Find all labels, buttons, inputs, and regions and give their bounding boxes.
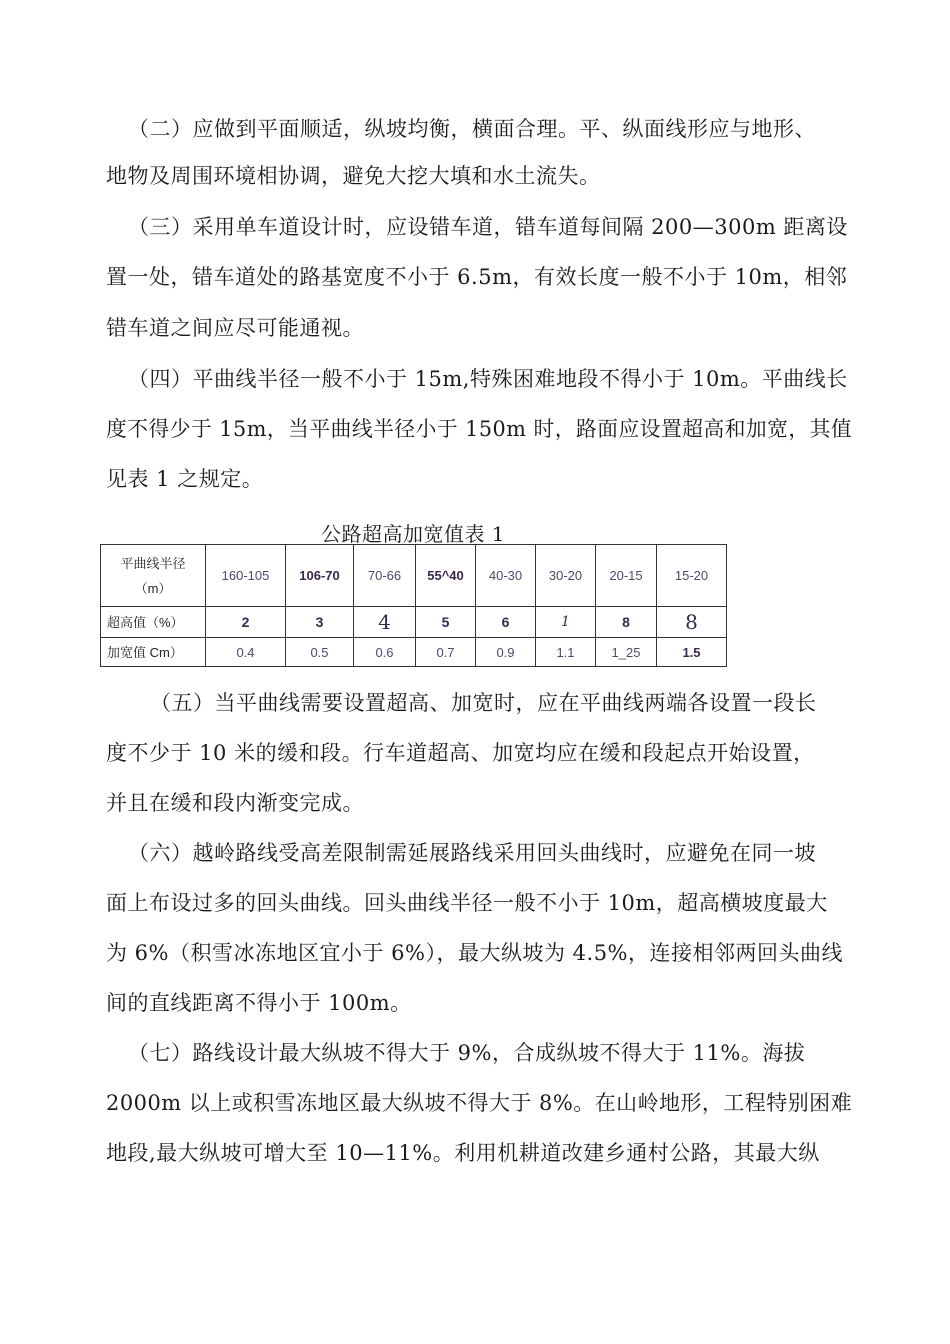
para-6-line-2: 面上布设过多的回头曲线。回头曲线半径一般不小于 10m，超高横坡度最大 (106, 891, 828, 915)
para-3-line-3: 错车道之间应尽可能通视。 (106, 316, 364, 340)
widening-cell: 0.5 (286, 638, 354, 667)
superelevation-cell: 3 (286, 607, 354, 638)
radius-cell: 40-30 (476, 545, 536, 607)
superelevation-header-cell: 超高值（%） (101, 607, 206, 638)
widening-cell: 0.4 (206, 638, 286, 667)
para-3-line-2: 置一处，错车道处的路基宽度不小于 6.5m，有效长度一般不小于 10m，相邻 (106, 265, 848, 289)
radius-header-cell (101, 545, 206, 607)
widening-cell: 1.5 (657, 638, 727, 667)
para-7-line-1: （七）路线设计最大纵坡不得大于 9%，合成纵坡不得大于 11%。海拔 (128, 1041, 806, 1065)
superelevation-cell: 4 (354, 607, 416, 638)
widening-cell: 0.9 (476, 638, 536, 667)
superelevation-cell: 5 (416, 607, 476, 638)
para-4-line-2: 度不得少于 15m，当平曲线半径小于 150m 时，路面应设置超高和加宽，其值 (106, 417, 853, 441)
table-row-widening (101, 638, 727, 667)
superelevation-cell: 8 (657, 607, 727, 638)
superelevation-cell: 1 (536, 607, 596, 638)
para-3-line-1: （三）采用单车道设计时，应设错车道，错车道每间隔 200—300m 距离设 (128, 215, 848, 239)
radius-cell: 55^40 (416, 545, 476, 607)
para-4-line-3: 见表 1 之规定。 (106, 467, 264, 491)
widening-header-cell: 加宽值 Cm） (101, 638, 206, 667)
radius-cell: 70-66 (354, 545, 416, 607)
widening-cell: 0.6 (354, 638, 416, 667)
radius-cell: 106-70 (286, 545, 354, 607)
para-6-line-1: （六）越岭路线受高差限制需延展路线采用回头曲线时，应避免在同一坡 (128, 841, 816, 865)
para-2-line-1: （二）应做到平面顺适，纵坡均衡，横面合理。平、纵面线形应与地形、 (128, 117, 816, 141)
widening-cell: 0.7 (416, 638, 476, 667)
superelevation-cell: 6 (476, 607, 536, 638)
para-6-line-4: 间的直线距离不得小于 100m。 (106, 991, 412, 1015)
para-6-line-3: 为 6%（积雪冰冻地区宜小于 6%），最大纵坡为 4.5%，连接相邻两回头曲线 (106, 941, 844, 965)
radius-header-label: 平曲线半径 (120, 555, 186, 571)
widening-cell: 1_25 (596, 638, 657, 667)
widening-cell: 1.1 (536, 638, 596, 667)
table-caption: 公路超高加宽值表 1 (320, 522, 506, 546)
para-5-line-3: 并且在缓和段内渐变完成。 (106, 791, 364, 815)
table-row-superelevation (101, 607, 727, 638)
superelevation-cell: 8 (596, 607, 657, 638)
superelevation-widening-table (100, 544, 727, 667)
table-row-radius (101, 545, 727, 607)
superelevation-cell: 2 (206, 607, 286, 638)
para-7-line-2: 2000m 以上或积雪冻地区最大纵坡不得大于 8%。在山岭地形，工程特别困难 (106, 1091, 853, 1115)
para-4-line-1: （四）平曲线半径一般不小于 15m,特殊困难地段不得小于 10m。平曲线长 (128, 367, 848, 391)
para-5-line-2: 度不少于 10 米的缓和段。行车道超高、加宽均应在缓和段起点开始设置， (106, 741, 815, 765)
para-2-line-2: 地物及周围环境相协调，避免大挖大填和水土流失。 (106, 164, 601, 188)
para-7-line-3: 地段,最大纵坡可增大至 10—11%。利用机耕道改建乡通村公路，其最大纵 (106, 1141, 820, 1165)
radius-cell: 160-105 (206, 545, 286, 607)
radius-header-unit: （m） (134, 580, 172, 596)
radius-cell: 20-15 (596, 545, 657, 607)
radius-cell: 15-20 (657, 545, 727, 607)
para-5-line-1: （五）当平曲线需要设置超高、加宽时，应在平曲线两端各设置一段长 (150, 691, 817, 715)
radius-cell: 30-20 (536, 545, 596, 607)
